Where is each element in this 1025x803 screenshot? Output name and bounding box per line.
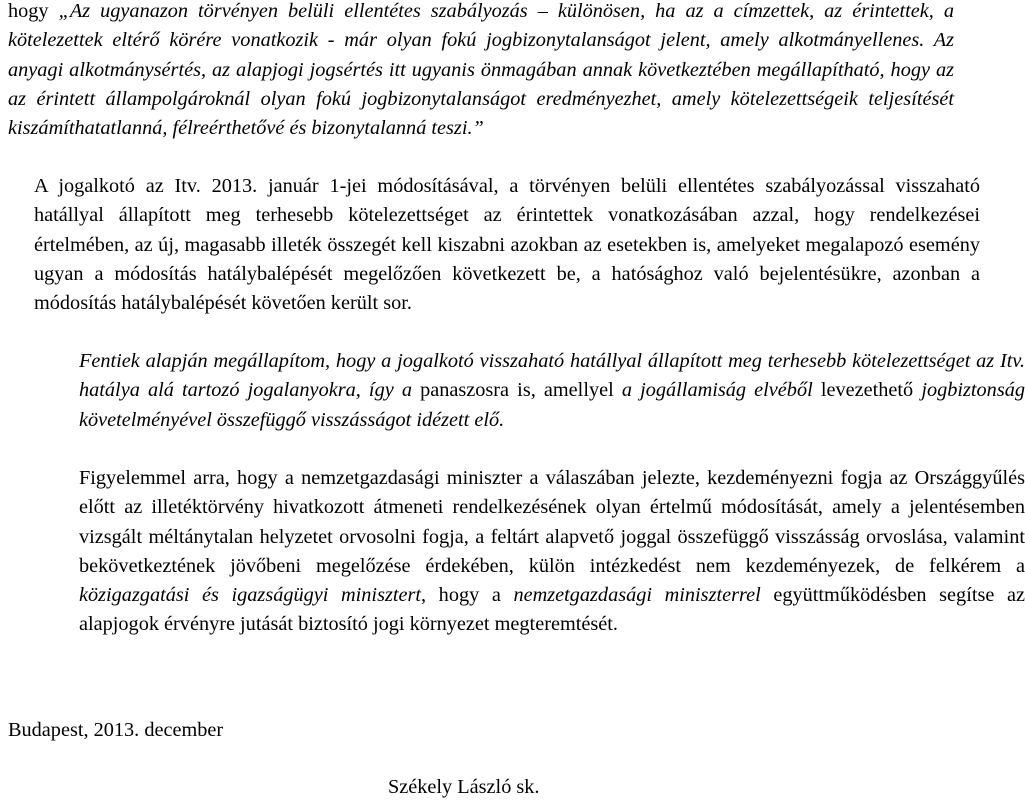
- signature: Székely László sk.: [388, 776, 540, 798]
- request-run-2: közigazgatási és igazságügyi minisztert: [79, 584, 422, 607]
- paragraph-request: [8, 464, 1025, 640]
- place-date: Budapest, 2013. december: [8, 719, 224, 741]
- request-run-3: , hogy a: [421, 584, 514, 607]
- paragraph-itv-amendment-text: A jogalkotó az Itv. 2013. január 1-jei módosításával, a törvényen belüli ellentétes szabályozással visszaható hatállyal állapított meg terhesebb kötelezettséget az érintettek vonatkozásában azzal, hogy rendelkezései értelmében, az új, magasabb illeték összegét kell kiszabni azokban az esetekben is, amelyeket megalapozó esemény ugyan a módosítás hatálybalépését megelőzően következett be, a hatósághoz való bejelentésükre, azonban a módosítás hatálybalépését követően került sor.: [34, 175, 980, 315]
- request-run-5: együttműködésben segítse az alapjogok érvényre jutását biztosító jogi környezet megteremtését.: [79, 584, 1025, 636]
- finding-run-5: jogbiztonság követelményével összefüggő visszásságot idézett elő.: [79, 379, 1025, 431]
- paragraph-quote-lead: hogy: [8, 0, 59, 22]
- paragraph-finding: [8, 347, 1025, 435]
- paragraph-itv-amendment: [8, 172, 980, 318]
- paragraph-quote: [8, 0, 954, 143]
- request-run-1: Figyelemmel arra, hogy a nemzetgazdasági miniszter a válaszában jelezte, kezdeményezni fogja az Országgyűlés előtt az illetéktörvény hivatkozott átmeneti rendelkezésének olyan értelmű módosítását, amely a jelentésemben vizsgált méltánytalan helyzetet orvosolni fogja, a feltárt alapvető joggal összefüggő visszásság orvoslása, valamint bekövetkeztének jövőbeni megelőzése érdekében, külön intézkedést nem kezdeményezek, de felkérem a: [79, 467, 1025, 577]
- paragraph-quote-italic: „Az ugyanazon törvényen belüli ellentétes szabályozás – különösen, ha az a címzettek, az érintettek, a kötelezettek eltérő körére vonatkozik - már olyan fokú jogbizonytalanságot jelent, amely alkotmányellenes. Az anyagi alkotmánysértés, az alapjogi jogsértés itt ugyanis önmagában annak következtében megállapítható, hogy az az érintett állampolgároknál olyan fokú jogbizonytalanságot eredményezhet, amely kötelezettségeik teljesítését kiszámíthatatlanná, félreérthetővé és bizonytalanná teszi.”: [8, 0, 954, 140]
- finding-run-1: Fentiek alapján megállapítom, hogy a jogalkotó visszaható hatállyal állapított meg terhesebb kötelezettséget az Itv. hatálya alá tartozó jogalanyokra, így a: [79, 350, 1025, 402]
- finding-run-3: a jogállamiság elvéből: [621, 379, 813, 402]
- finding-run-4: levezethető: [812, 379, 922, 402]
- finding-run-2: panaszosra is, amellyel: [420, 379, 622, 402]
- request-run-4: nemzetgazdasági miniszterrel: [513, 584, 761, 607]
